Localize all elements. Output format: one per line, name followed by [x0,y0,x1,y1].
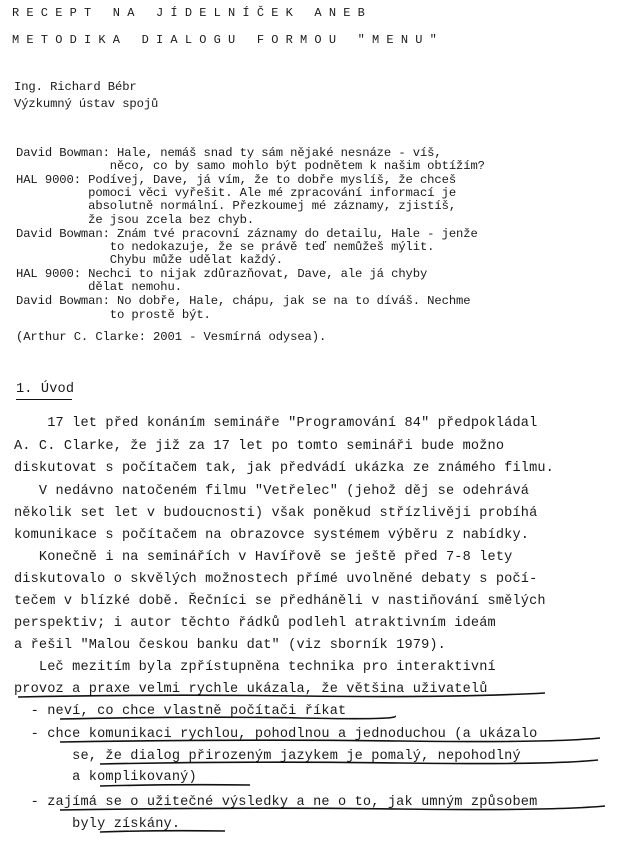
epigraph-line: HAL 9000: Podívej, Dave, já vím, že to dobře myslíš, že chceš [16,173,457,187]
epigraph-line: Chybu může udělat každý. [16,253,283,267]
epigraph-line: David Bowman: Znám tvé pracovní záznamy do detailu, Hale - jenže [16,227,478,241]
author-affiliation: Výzkumný ústav spojů [14,97,159,111]
epigraph-line: něco, co by samo mohlo být podnětem k našim obtížím? [16,159,485,173]
underline-bullet-4 [100,785,250,786]
section-heading: 1. Úvod [16,382,75,397]
list-item: a komplikovaný) [14,770,197,785]
author-name: Ing. Richard Bébr [14,80,137,94]
paragraph-line: komunikace s počítačem na obrazovce systémem výběru z nabídky. [14,528,530,543]
paragraph-line: V nedávno natočeném filmu "Vetřelec" (jehož děj se odehrává [14,484,530,499]
epigraph-line: pomoci věci vyřešit. Ale mé zpracování informací je [16,186,457,200]
paragraph-line: diskutovalo o skvělých možnostech přímé uvolněné debaty s počí- [14,572,538,587]
underline-bullet-1 [60,716,395,719]
underline-bullet-3 [100,760,598,764]
title-line-2: METODIKA DIALOGU FORMOU "MENU" [12,33,445,47]
epigraph-line: že jsou zcela bez chyb. [16,213,255,227]
title-line-1: RECEPT NA JÍDELNÍČEK ANEB [12,6,373,20]
paragraph-line: Konečně i na seminářích v Havířově se ještě před 7-8 lety [14,550,513,565]
paragraph-line: perspektiv; i autor těchto řádků podlehl atraktivním ideám [14,616,496,631]
paragraph-line: Leč mezitím byla zpřístupněna technika pro interaktivní [14,660,496,675]
epigraph-line: absolutně normální. Přezkoumej mé záznamy, zjistíš, [16,199,457,213]
paragraph-line: diskutovat s počítačem tak, jak předvádí ukázka ze známého filmu. [14,461,554,476]
epigraph-line: to prostě být. [16,308,211,322]
epigraph-line: David Bowman: Hale, nemáš snad ty sám nějaké nesnáze - víš, [16,146,442,160]
list-item: byly získány. [14,817,181,832]
underline-bullet-2 [60,738,600,742]
paragraph-line: A. C. Clarke, že již za 17 let po tomto semináři bude možno [14,439,505,454]
epigraph-line: to nedokazuje, že se právě teď nemůžeš mýlit. [16,240,435,254]
epigraph-line: HAL 9000: Nechci to nijak zdůrazňovat, Dave, ale já chyby [16,267,428,281]
paragraph-line: 17 let před konáním semináře "Programování 84" předpokládal [14,416,538,431]
list-item: se, že dialog přirozeným jazykem je pomalý, nepohodlný [14,749,521,764]
paragraph-line: a řešil "Malou českou banku dat" (viz sborník 1979). [14,638,446,653]
underline-bullet-5 [60,806,605,810]
paragraph-line: tečem v blízké době. Řečníci se předháněli v nastiňování smělých [14,594,546,609]
paragraph-line: provoz a praxe velmi rychle ukázala, že většina uživatelů [14,682,488,697]
underline-p4 [18,693,545,697]
epigraph-line: David Bowman: No dobře, Hale, chápu, jak se na to díváš. Nechme [16,294,471,308]
epigraph-line: dělat nemohu. [16,280,182,294]
underline-bullet-6 [100,831,225,832]
paragraph-line: několik set let v budoucnosti) však poněkud střízlivěji probíhá [14,506,538,521]
epigraph-source: (Arthur C. Clarke: 2001 - Vesmírná odysea). [16,330,327,344]
list-item: - zajímá se o užitečné výsledky a ne o to, jak umným způsobem [14,795,538,810]
list-item: - neví, co chce vlastně počítači říkat [14,704,347,719]
list-item: - chce komunikaci rychlou, pohodlnou a jednoduchou (a ukázalo [14,727,538,742]
